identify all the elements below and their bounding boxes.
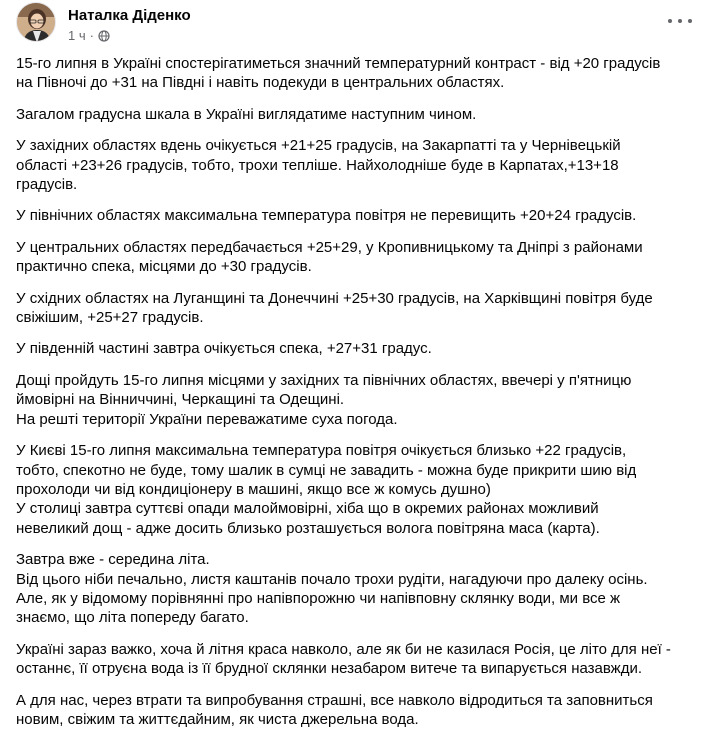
post-paragraph: У західних областях вдень очікується +21+25 градусів, на Закарпатті та у Чернівецькій області +23+26 градусів, тобто, трохи тепліше. Найхолодніше буде в Карпатах,+13+18 градусів.: [16, 137, 621, 194]
post-paragraph: Завтра вже - середина літа. Від цього ніби печально, листя каштанів почало трохи рудіти, нагадуючи про далеку осінь. Але, як у відомому порівнянні про напівпорожню чи напівповну склянку води, ми все ж знаємо, що літа попереду багато.: [16, 551, 648, 627]
post-meta: [68, 28, 110, 43]
post-paragraph: Дощі пройдуть 15-го липня місцями у західних та північних областях, ввечері у п'ятницю ймовірні на Вінниччині, Черкащині та Одещині. На решті території України переважатиме суха погода.: [16, 371, 632, 428]
globe-icon[interactable]: [98, 30, 110, 42]
post-header: [16, 2, 692, 46]
more-options-icon[interactable]: [668, 14, 692, 28]
post-paragraph: Україні зараз важко, хоча й літня краса навколо, але як би не казилася Росія, це літо для неї - останнє, її отруєна вода із її брудної склянки незабаром витече та випарується назавжди.: [16, 640, 671, 678]
post-content: [16, 54, 696, 741]
author-name[interactable]: Наталка Діденко: [68, 7, 191, 24]
post-paragraph: У східних областях на Луганщині та Донеччині +25+30 градусів, на Харківщині повітря буде свіжішим, +25+27 градусів.: [16, 289, 653, 327]
post-paragraph: Загалом градусна шкала в Україні виглядатиме наступним чином.: [16, 105, 477, 123]
more-dot: [688, 19, 692, 23]
post-paragraph: У Києві 15-го липня максимальна температура повітря очікується близько +22 градусів, тобто, спекотно не буде, тому шалик в сумці не завадить - можна буде прикрити шию від прохолоди чи від кондиціонеру в машині, якщо все ж комусь душно) У столиці завтра суттєві опади малоймовірні, хіба що в окремих районах можливий невеликий дощ - адже досить близько розташується волога повітряна маса (карта).: [16, 442, 637, 537]
avatar-image: [17, 3, 56, 42]
post-paragraph: У центральних областях передбачається +25+29, у Кропивницькому та Дніпрі з районами практично спека, місцями до +30 градусів.: [16, 238, 643, 276]
more-dot: [668, 19, 672, 23]
meta-separator: ·: [89, 28, 94, 43]
avatar[interactable]: [16, 2, 56, 42]
post-paragraph: А для нас, через втрати та випробування страшні, все навколо відродиться та заповниться новим, свіжим та життєдайним, як чиста джерельна вода.: [16, 691, 653, 728]
post-paragraph: 15-го липня в Україні спостерігатиметься значний температурний контраст - від +20 градусів на Півночі до +31 на Півдні і навіть подекуди в центральних областях.: [16, 55, 661, 92]
more-dot: [678, 19, 682, 23]
post-paragraph: У південній частині завтра очікується спека, +27+31 градус.: [16, 340, 432, 358]
post-paragraph: У північних областях максимальна температура повітря не перевищить +20+24 градусів.: [16, 207, 637, 225]
post-time[interactable]: 1 ч: [68, 28, 86, 43]
